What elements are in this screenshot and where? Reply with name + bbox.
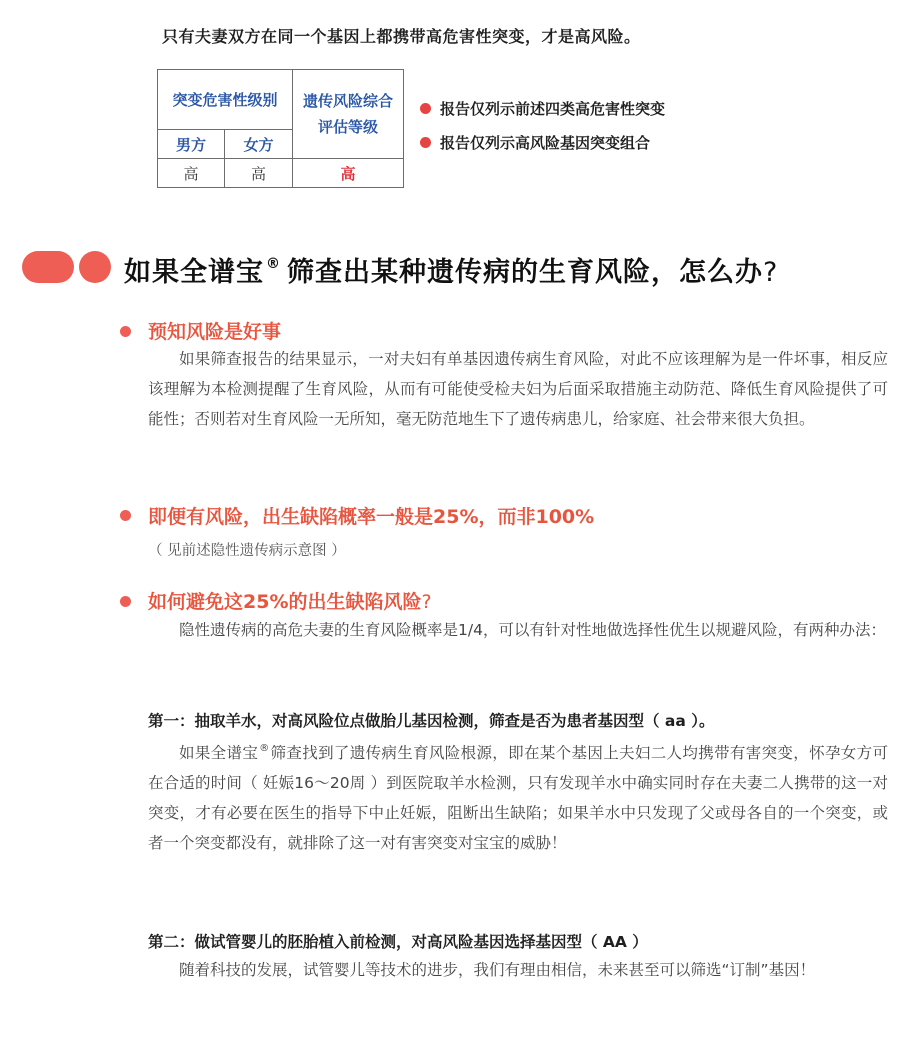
header-male: 男方 xyxy=(158,130,225,159)
heading-dot-icon xyxy=(79,251,111,283)
subhead-dot-icon xyxy=(120,326,131,337)
female-level-value: 高 xyxy=(225,159,293,188)
intro-statement: 只有夫妻双方在同一个基因上都携带高危害性突变，才是高风险。 xyxy=(162,27,641,46)
method-one-text-b: 筛查找到了遗传病生育风险根源，即在某个基因上夫妇二人均携带有害突变，怀孕女方可在合适的时间（ 妊娠16～20周 ）到医院取羊水检测，只有发现羊水中确实同时存在夫妻二人携带的这一对突变，才有必要在医生的指导下中止妊娠，阻断出生缺陷；如果羊水中只发现了父或母各自的一个突变，或者一个突变都没有，就排除了这一对有害突变对宝宝的威胁！ xyxy=(148,744,888,852)
registered-mark: ® xyxy=(266,256,281,272)
subhead-avoid-risk xyxy=(148,587,432,614)
section-title xyxy=(124,250,778,289)
method-one-text-a: 如果全谱宝 xyxy=(179,744,259,762)
header-risk-assessment-text: 遗传风险综合评估等级 xyxy=(302,92,393,136)
header-risk-assessment xyxy=(293,70,404,159)
header-mutation-level: 突变危害性级别 xyxy=(158,70,293,130)
method-one-paragraph xyxy=(148,734,888,858)
side-note xyxy=(420,133,665,151)
registered-mark: ® xyxy=(259,743,270,754)
subhead-dot-icon xyxy=(120,510,131,521)
heading-pill-icon xyxy=(22,251,74,283)
risk-level-table xyxy=(157,69,404,188)
male-level-value: 高 xyxy=(158,159,225,188)
method-two-paragraph: 随着科技的发展，试管婴儿等技术的进步，我们有理由相信，未来甚至可以筛选“订制”基因！ xyxy=(179,961,816,979)
side-note-text: 报告仅列示前述四类高危害性突变 xyxy=(440,99,666,118)
side-note-text: 报告仅列示高风险基因突变组合 xyxy=(440,133,651,152)
method-one-title: 第一：抽取羊水，对高风险位点做胎儿基因检测，筛查是否为患者基因型（ aa ）。 xyxy=(148,712,715,730)
header-female: 女方 xyxy=(225,130,293,159)
subhead-probability: 即便有风险，出生缺陷概率一般是25%，而非100% xyxy=(148,506,595,528)
section-title-main: 如果全谱宝 xyxy=(124,257,264,288)
subhead-dot-icon xyxy=(120,596,131,607)
method-two-title: 第二：做试管婴儿的胚胎植入前检测，对高风险基因选择基因型（ AA ） xyxy=(148,933,648,951)
section-title-question: ? xyxy=(763,257,779,288)
subhead-good-thing: 预知风险是好事 xyxy=(148,321,282,343)
subhead-avoid-risk-question: ? xyxy=(421,591,432,613)
note-see-diagram: （ 见前述隐性遗传病示意图 ） xyxy=(148,543,346,559)
side-note xyxy=(420,99,665,117)
paragraph-avoid-risk: 隐性遗传病的高危夫妻的生育风险概率是1/4，可以有针对性地做选择性优生以规避风险，有两种办法： xyxy=(179,621,886,639)
risk-result-value: 高 xyxy=(293,159,404,188)
bullet-dot-icon xyxy=(420,103,431,114)
section-title-rest: 筛查出某种遗传病的生育风险，怎么办 xyxy=(287,257,763,288)
subhead-avoid-risk-text: 如何避免这25%的出生缺陷风险 xyxy=(148,591,422,613)
side-notes xyxy=(420,99,665,167)
paragraph-good-thing: 如果筛查报告的结果显示，一对夫妇有单基因遗传病生育风险，对此不应该理解为是一件坏事，相反应该理解为本检测提醒了生育风险，从而有可能使受检夫妇为后面采取措施主动防范、降低生育风险提供了可能性；否则若对生育风险一无所知，毫无防范地生下了遗传病患儿，给家庭、社会带来很大负担。 xyxy=(148,350,888,428)
bullet-dot-icon xyxy=(420,137,431,148)
